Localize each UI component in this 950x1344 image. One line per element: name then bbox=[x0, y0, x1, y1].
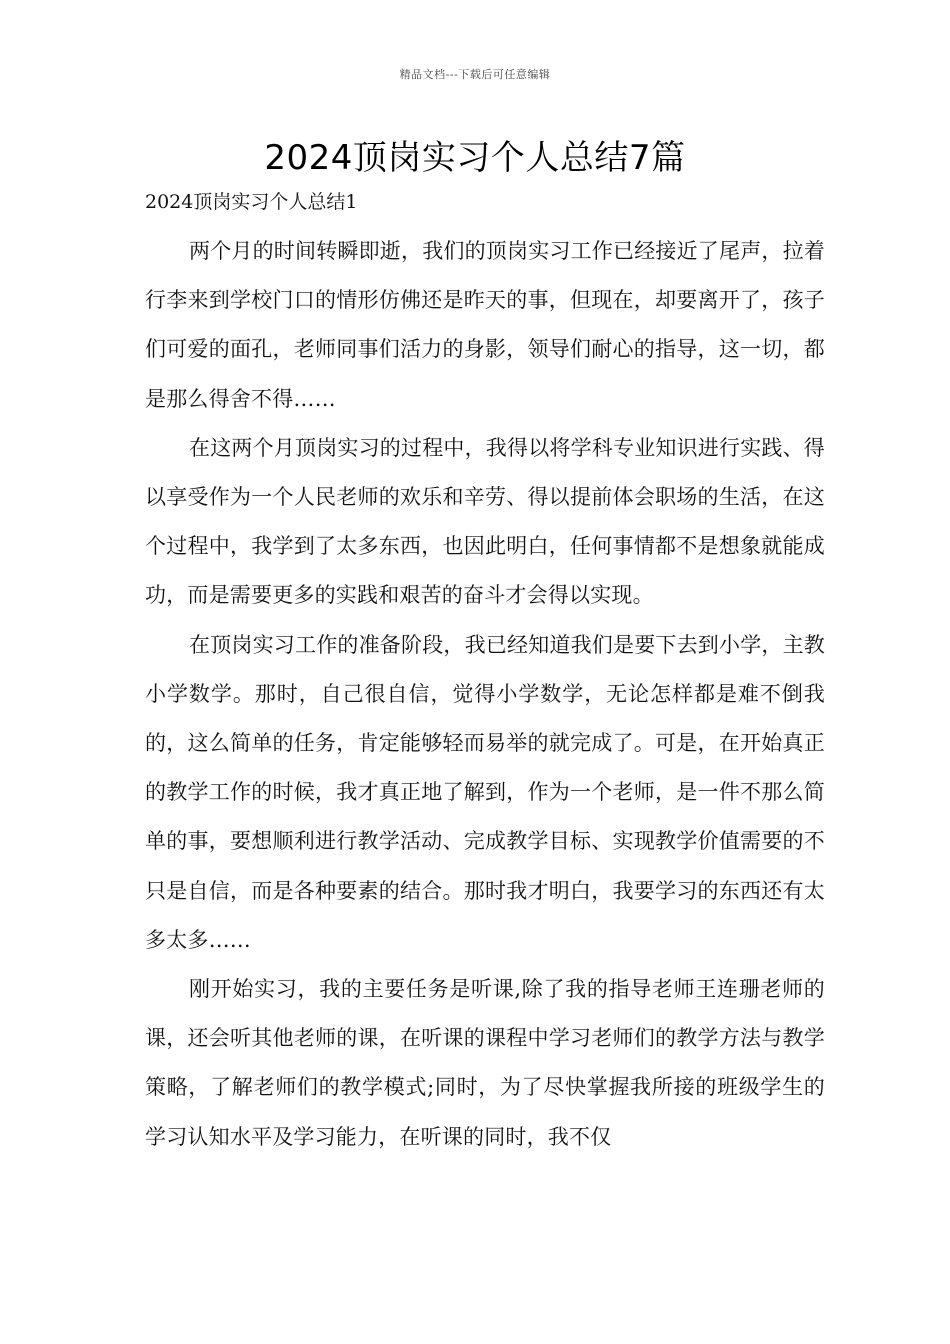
header-note: 精品文档---下载后可任意编辑 bbox=[399, 68, 551, 81]
paragraph: 在这两个月顶岗实习的过程中，我得以将学科专业知识进行实践、得以享受作为一个人民老师的欢乐和辛劳、得以提前体会职场的生活，在这个过程中，我学到了太多东西，也因此明白，任何事情都不是想象就能成功，而是需要更多的实践和艰苦的奋斗才会得以实现。 bbox=[145, 435, 825, 608]
section-heading: 2024顶岗实习个人总结1 bbox=[145, 191, 358, 213]
paragraph: 两个月的时间转瞬即逝，我们的顶岗实习工作已经接近了尾声，拉着行李来到学校门口的情形仿佛还是昨天的事，但现在，却要离开了，孩子们可爱的面孔，老师同事们活力的身影，领导们耐心的指导，这一切，都是那么得舍不得…… bbox=[145, 239, 825, 411]
document-title: 2024顶岗实习个人总结7篇 bbox=[264, 138, 686, 178]
document-body bbox=[145, 227, 825, 1162]
paragraph: 刚开始实习，我的主要任务是听课,除了我的指导老师王连珊老师的课，还会听其他老师的课，在听课的课程中学习老师们的教学方法与教学策略，了解老师们的教学模式;同时，为了尽快掌握我所接的班级学生的学习认知水平及学习能力，在听课的同时，我不仅 bbox=[145, 977, 825, 1149]
paragraph: 在顶岗实习工作的准备阶段，我已经知道我们是要下去到小学，主教小学数学。那时，自己很自信，觉得小学数学，无论怎样都是难不倒我的，这么简单的任务，肯定能够轻而易举的就完成了。可是，在开始真正的教学工作的时候，我才真正地了解到，作为一个老师，是一件不那么简单的事，要想顺利进行教学活动、完成教学目标、实现教学价值需要的不只是自信，而是各种要素的结合。那时我才明白，我要学习的东西还有太多太多…… bbox=[145, 632, 825, 952]
